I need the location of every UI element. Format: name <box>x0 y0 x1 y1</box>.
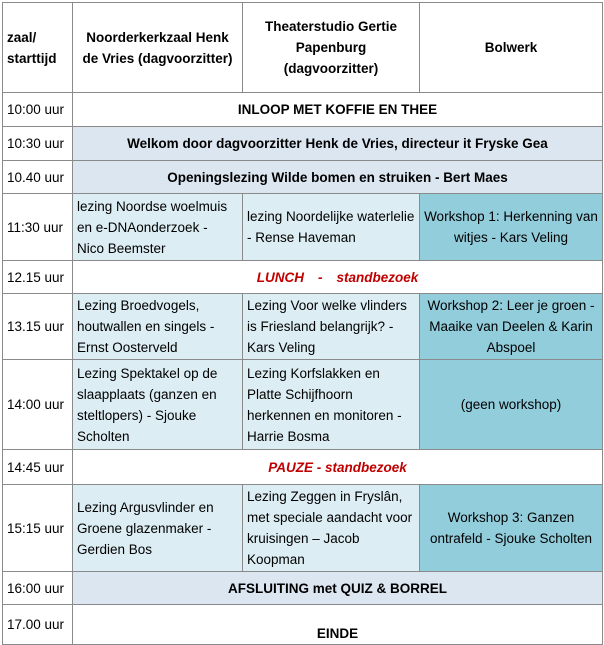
break-lunch <box>73 261 603 294</box>
lezing-cell: Lezing Korfslakken en Platte Schijfhoorn herkennen en monitoren - Harrie Bosma <box>243 360 420 450</box>
workshop-cell: Workshop 1: Herkenning van witjes - Kars Veling <box>420 194 603 261</box>
lezing-cell: Lezing Argusvlinder en Groene glazenmaker - Gerdien Bos <box>73 485 243 572</box>
workshop-cell: (geen workshop) <box>420 360 603 450</box>
header-row <box>3 3 603 93</box>
lezing-cell: Lezing Broedvogels, houtwallen en singels - Ernst Oosterveld <box>73 294 243 360</box>
time-cell: 16:00 uur <box>3 572 73 605</box>
time-cell: 14:00 uur <box>3 360 73 450</box>
workshop-cell: Workshop 2: Leer je groen - Maaike van Deelen & Karin Abspoel <box>420 294 603 360</box>
workshop-cell: Workshop 3: Ganzen ontrafeld - Sjouke Scholten <box>420 485 603 572</box>
header-theaterstudio: Theaterstudio Gertie Papenburg (dagvoorzitter) <box>243 3 420 93</box>
row-1215 <box>3 261 603 294</box>
time-cell: 17.00 uur <box>3 605 73 645</box>
time-cell: 14:45 uur <box>3 450 73 485</box>
plenary-welkom: Welkom door dagvoorzitter Henk de Vries, directeur it Fryske Gea <box>73 127 603 161</box>
plenary-inloop: INLOOP MET KOFFIE EN THEE <box>73 93 603 127</box>
row-1315 <box>3 294 603 360</box>
lezing-cell: lezing Noordse woelmuis en e-DNAonderzoek - Nico Beemster <box>73 194 243 261</box>
lezing-cell: Lezing Zeggen in Fryslân, met speciale aandacht voor kruisingen – Jacob Koopman <box>243 485 420 572</box>
break-standbezoek-label: standbezoek <box>336 269 419 285</box>
break-separator: - <box>317 269 323 285</box>
time-cell: 15:15 uur <box>3 485 73 572</box>
break-pauze: PAUZE - standbezoek <box>73 450 603 485</box>
row-1515 <box>3 485 603 572</box>
row-1030 <box>3 127 603 161</box>
row-1445 <box>3 450 603 485</box>
time-cell: 11:30 uur <box>3 194 73 261</box>
time-cell: 10.40 uur <box>3 161 73 194</box>
header-zaal-starttijd: zaal/ starttijd <box>3 3 73 93</box>
time-cell: 10:30 uur <box>3 127 73 161</box>
plenary-einde: EINDE <box>73 605 603 645</box>
plenary-openingslezing: Openingslezing Wilde bomen en struiken - Bert Maes <box>73 161 603 194</box>
schedule-table <box>2 2 603 645</box>
time-cell: 12.15 uur <box>3 261 73 294</box>
header-bolwerk: Bolwerk <box>420 3 603 93</box>
lezing-cell: lezing Noordelijke waterlelie - Rense Haveman <box>243 194 420 261</box>
row-1040 <box>3 161 603 194</box>
row-1000 <box>3 93 603 127</box>
time-cell: 10:00 uur <box>3 93 73 127</box>
break-lunch-label: LUNCH <box>256 269 304 285</box>
lezing-cell: Lezing Voor welke vlinders is Friesland belangrijk? - Kars Veling <box>243 294 420 360</box>
row-1400 <box>3 360 603 450</box>
lezing-cell: Lezing Spektakel op de slaapplaats (ganzen en steltlopers) - Sjouke Scholten <box>73 360 243 450</box>
plenary-afsluiting: AFSLUITING met QUIZ & BORREL <box>73 572 603 605</box>
row-1700 <box>3 605 603 645</box>
row-1130 <box>3 194 603 261</box>
row-1600 <box>3 572 603 605</box>
time-cell: 13.15 uur <box>3 294 73 360</box>
header-noorderkerkzaal: Noorderkerkzaal Henk de Vries (dagvoorzitter) <box>73 3 243 93</box>
